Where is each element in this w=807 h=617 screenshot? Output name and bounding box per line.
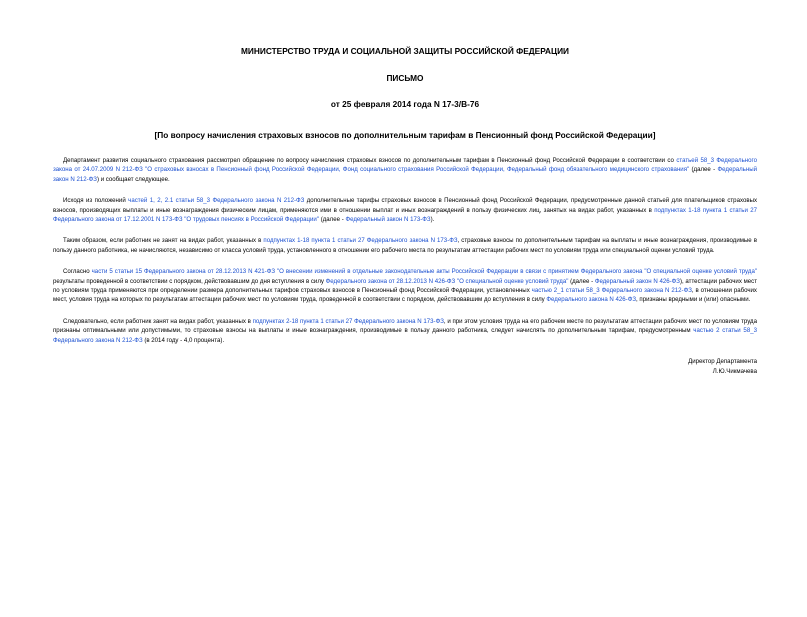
signer-position: Директор Департамента	[688, 358, 757, 366]
law-link[interactable]: подпунктах 1-18 пункта 1 статьи 27 Федерального закона от 17.12.2001 N 173-ФЗ "О трудовых пенсиях в Российской Федерации"	[53, 206, 757, 224]
paragraph-text: Таким образом, если работник не занят на видах работ, указанных в	[63, 237, 264, 245]
law-link[interactable]: Федеральный закон N 212-ФЗ	[53, 166, 757, 183]
paragraph-4	[53, 267, 757, 305]
paragraph-text: дополнительные тарифы страховых взносов в Пенсионный фонд Российской Федерации, предусмотренные данной статьей для плательщиков страховых взносов, производящих выплаты и иные вознаграждения физическим лицам, применяются ими в отношении выплат и иных вознаграждений в пользу физических лиц, занятых на видах работ, указанных в	[53, 197, 757, 214]
law-link[interactable]: Федерального закона N 426-ФЗ	[546, 296, 637, 304]
document-title: [По вопросу начисления страховых взносов по дополнительным тарифам в Пенсионный фонд Российской Федерации]	[154, 130, 656, 140]
paragraph-text: (далее -	[689, 166, 718, 174]
law-link[interactable]: частью 2 статьи 58_3 Федерального закона N 212-ФЗ	[53, 327, 757, 344]
paragraph-text: ), аттестации рабочих мест по условиям труда применяются при определении размера дополнительных тарифов страховых взносов в Пенсионный фонд Российской Федерации, установленных	[53, 277, 757, 295]
paragraph-text: Следовательно, если работник занят на видах работ, указанных в	[63, 317, 253, 325]
document-date-number: от 25 февраля 2014 года N 17-3/В-76	[330, 99, 480, 109]
paragraph-3	[53, 236, 757, 255]
document-page	[0, 46, 807, 617]
paragraph-text: , страховые взносы по дополнительным тарифам на выплаты и иные вознаграждения, производимые в пользу данного работника, не начисляются, независимо от класса условий труда, установленного в отношении его рабочего места по результатам аттестации рабочих мест по условиям труда или специальной оценки условий труда.	[53, 237, 757, 254]
law-link[interactable]: частью 2_1 статьи 58_3 Федерального закона N 212-ФЗ	[531, 287, 692, 295]
paragraph-text: Исходя из положений	[63, 197, 129, 205]
paragraph-text: , признаны вредными и (или) опасными.	[636, 296, 751, 304]
law-link[interactable]: статьей 58_3 Федерального закона от 24.07.2009 N 212-ФЗ "О страховых взносах в Пенсионный фонд Российской Федерации, Фонд социального страхования Российской Федерации, Федеральный фонд обязательного медицинского страхования"	[53, 157, 757, 174]
law-link[interactable]: Федеральный закон N 173-ФЗ	[345, 216, 431, 224]
paragraph-2	[53, 196, 757, 224]
document-body	[53, 156, 757, 345]
document-type: ПИСЬМО	[386, 73, 424, 83]
law-link[interactable]: частей 1, 2, 2.1 статьи 58_3 Федерального закона N 212-ФЗ	[128, 197, 305, 205]
law-link[interactable]: подпунктах 1-18 пункта 1 статьи 27 Федерального закона N 173-ФЗ	[263, 237, 458, 245]
paragraph-text: , в отношении рабочих мест, условия труда на которых по результатам аттестации рабочих мест по условиям труда, проведенной в соответствии с порядком, действовавшим до вступления в силу	[53, 287, 757, 304]
paragraph-5	[53, 317, 757, 345]
law-link[interactable]: Федеральный закон N 426-ФЗ	[594, 277, 680, 285]
paragraph-1	[53, 156, 757, 184]
paragraph-text: , и при этом условия труда на его рабочем месте по результатам аттестации рабочих мест по условиям труда признаны оптимальными или допустимыми, то страховые взносы на выплаты и иные вознаграждения, производимые в пользу данного работника, следует начислять по дополнительным тарифам, предусмотренным	[53, 317, 757, 335]
paragraph-text: результаты проведенной в соответствии с порядком, действовавшим до дня вступления в силу	[53, 277, 326, 285]
law-link[interactable]: подпунктах 2-18 пункта 1 статьи 27 Федерального закона N 173-ФЗ	[252, 317, 444, 325]
signature-block	[53, 357, 757, 376]
paragraph-text: ).	[430, 216, 435, 224]
ministry-name: МИНИСТЕРСТВО ТРУДА И СОЦИАЛЬНОЙ ЗАЩИТЫ РОССИЙСКОЙ ФЕДЕРАЦИИ	[240, 46, 570, 56]
paragraph-text: Согласно	[63, 268, 92, 276]
paragraph-text: (в 2014 году - 4,0 процента).	[142, 336, 225, 344]
paragraph-text: (далее -	[319, 216, 346, 224]
paragraph-text: (далее -	[568, 277, 595, 285]
paragraph-text: ) и сообщает следующее.	[96, 175, 170, 183]
law-link[interactable]: части 5 статьи 15 Федерального закона от 28.12.2013 N 421-ФЗ "О внесении изменений в отдельные законодательные акты Российской Федерации в связи с принятием Федерального закона "О специальной оценке условий труда"	[91, 268, 757, 276]
signer-name: Л.Ю.Чикмачева	[712, 367, 757, 375]
law-link[interactable]: Федерального закона от 28.12.2013 N 426-ФЗ "О специальной оценке условий труда"	[325, 277, 569, 285]
paragraph-text: Департамент развития социального страхования рассмотрел обращение по вопросу начисления страховых взносов по дополнительным тарифам в Пенсионный фонд Российской Федерации в соответствии со	[63, 157, 677, 164]
